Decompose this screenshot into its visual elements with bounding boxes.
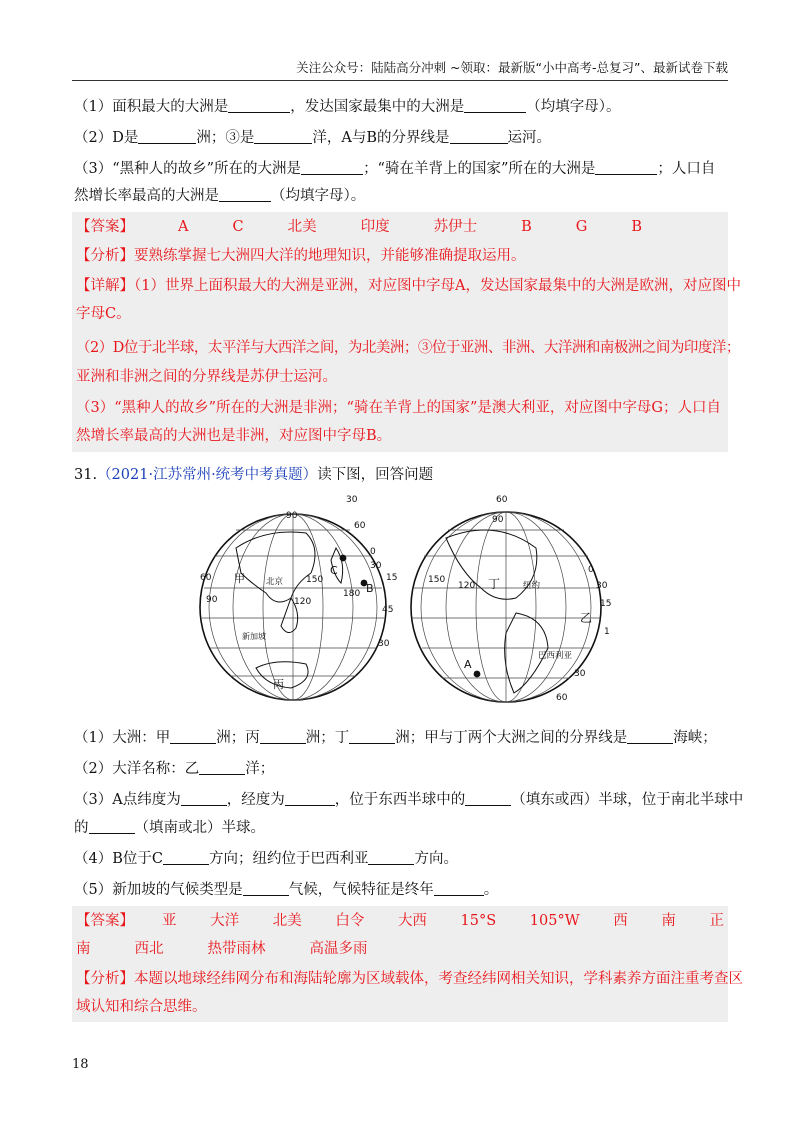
answer-item: 亚 — [162, 913, 177, 929]
label: 1 — [604, 627, 610, 637]
answer-item: C — [232, 219, 244, 235]
q30-detail-3b: 然增长率最高的大洲也是非洲，对应图中字母B。 — [76, 428, 392, 444]
label: 90 — [492, 515, 504, 525]
label: 0 — [588, 565, 594, 575]
label: 15 — [600, 599, 612, 609]
answer-item: 西北 — [134, 941, 164, 957]
blank[interactable] — [260, 728, 306, 744]
q31-sub2: （2）大洋名称：乙 洋； — [74, 761, 275, 777]
blank[interactable] — [89, 818, 135, 834]
label: 90 — [286, 511, 298, 521]
blank[interactable] — [465, 790, 511, 806]
label: 30 — [370, 561, 382, 571]
label: 45 — [382, 605, 394, 615]
answer-item: 苏伊士 — [433, 219, 478, 235]
answer-item: 北美 — [287, 219, 317, 235]
blank[interactable] — [163, 849, 209, 865]
answer-tag: 【答案】 — [76, 913, 134, 929]
blank[interactable] — [228, 97, 290, 113]
label-ding: 丁 — [488, 577, 501, 591]
q30-detail-2b: 亚洲和非洲之间的分界线是苏伊士运河。 — [76, 369, 337, 385]
answer-item: 北美 — [272, 913, 302, 929]
blank[interactable] — [138, 128, 196, 144]
label: 15 — [386, 573, 398, 583]
answer-item: 大洋 — [210, 913, 240, 929]
q30-sub1: （1）面积最大的大洲是 ，发达国家最集中的大洲是 （均填字母）。 — [74, 99, 621, 115]
q31-answer-line-2 — [76, 938, 730, 960]
label: 120 — [458, 581, 476, 591]
label-jia: 甲 — [234, 572, 245, 585]
blank[interactable] — [434, 880, 484, 896]
q30-sub3: （3）“黑种人的故乡”所在的大洲是 ；“骑在羊背上的国家”所在的大洲是 ；人口自 — [74, 161, 716, 177]
q30-detail-1b: 字母C。 — [76, 306, 131, 322]
q31-sub3: （3）A点纬度为 ，经度为 ，位于东西半球中的 （填东或西）半球，位于南北半球中 — [74, 792, 744, 808]
q31-sub4: （4）B位于C 方向；纽约位于巴西利亚 方向。 — [74, 851, 458, 867]
label: 90 — [206, 595, 218, 605]
label-bing: 丙 — [273, 678, 284, 691]
blank[interactable] — [199, 759, 245, 775]
label: 30 — [378, 639, 390, 649]
answer-tag: 【答案】 — [76, 219, 134, 235]
label: 150 — [428, 575, 446, 585]
answer-item: 15°S — [460, 913, 497, 929]
label-singapore: 新加坡 — [242, 632, 266, 641]
label: 30 — [596, 581, 608, 591]
blank[interactable] — [368, 849, 414, 865]
answer-item: 105°W — [529, 913, 580, 929]
right-globe — [411, 495, 611, 703]
answer-item: 高温多雨 — [309, 941, 368, 957]
blank[interactable] — [285, 790, 335, 806]
answer-item: G — [575, 219, 588, 235]
answer-item: A — [178, 219, 189, 235]
blank[interactable] — [349, 728, 395, 744]
label: 180 — [343, 589, 361, 599]
blank[interactable] — [464, 97, 526, 113]
answer-item: 白令 — [335, 913, 365, 929]
answer-item: 正 — [709, 913, 724, 929]
label-newyork: 纽约 — [523, 581, 541, 591]
q31-analysis-a: 【分析】本题以地球经纬网分布和海陆轮廓为区域载体，考查经纬网相关知识，学科素养方面注重考查区 — [76, 971, 743, 987]
label: 60 — [556, 693, 568, 703]
blank[interactable] — [450, 128, 508, 144]
blank[interactable] — [243, 880, 289, 896]
label: 150 — [306, 575, 324, 585]
q31-answers-1 — [162, 910, 724, 932]
label-beijing: 北京 — [266, 577, 284, 587]
answer-item: B — [631, 219, 642, 235]
q30-detail-3a: （3）“黑种人的故乡”所在的大洲是非洲；“骑在羊背上的国家”是澳大利亚，对应图中字母G；人口自 — [76, 400, 721, 416]
label-b: B — [366, 582, 374, 595]
answer-item: 南 — [76, 941, 91, 957]
page-number: 18 — [72, 1057, 89, 1072]
q30-detail-1a: 【详解】（1）世界上面积最大的大洲是亚洲，对应图中字母A，发达国家最集中的大洲是欧洲，对应图中 — [76, 278, 741, 294]
q30-sub2: （2）D是 洲；③是 洋，A与B的分界线是 运河。 — [74, 130, 551, 146]
q30-answers — [134, 219, 642, 235]
label: 0 — [370, 547, 376, 557]
left-globe — [200, 495, 397, 700]
blank[interactable] — [595, 159, 657, 175]
header-divider — [72, 80, 728, 81]
q31-source: （2021·江苏常州·统考中考真题） — [97, 467, 318, 483]
label-yi: 乙 — [580, 611, 593, 625]
blank[interactable] — [181, 790, 227, 806]
answer-item: 西 — [613, 913, 628, 929]
label: 60 — [354, 521, 366, 531]
q31-sub3-cont: 的 （填南或北）半球。 — [74, 820, 265, 836]
point-c-marker — [340, 555, 347, 562]
globes-figure — [196, 488, 616, 718]
q30-detail-2a: （2）D位于北半球，太平洋与大西洋之间，为北美洲；③位于亚洲、非洲、大洋洲和南极洲之间为印度洋； — [76, 340, 740, 356]
blank[interactable] — [170, 728, 216, 744]
q31-sub1: （1）大洲：甲 洲；丙 洲；丁 洲；甲与丁两个大洲之间的分界线是 海峡； — [74, 730, 717, 746]
answer-item: 大西 — [397, 913, 427, 929]
label: 30 — [346, 495, 358, 505]
page-header: 关注公众号：陆陆高分冲刺 ~领取：最新版“小中高考-总复习”、最新试卷下载 — [296, 60, 728, 75]
blank[interactable] — [301, 159, 363, 175]
label: 120 — [294, 597, 312, 607]
answer-item: 热带雨林 — [207, 941, 266, 957]
label: 60 — [496, 495, 508, 505]
q31-title: 31.（2021·江苏常州·统考中考真题）读下图，回答问题 — [74, 467, 434, 483]
q30-analysis: 【分析】要熟练掌握七大洲四大洋的地理知识，并能够准确提取运用。 — [76, 248, 526, 264]
label-c: C — [330, 564, 338, 577]
label: 30 — [574, 669, 586, 679]
label-a: A — [464, 658, 472, 671]
blank[interactable] — [254, 128, 312, 144]
q31-analysis-b: 域认知和综合思维。 — [76, 999, 207, 1015]
answer-item: 南 — [661, 913, 676, 929]
blank[interactable] — [219, 186, 271, 202]
q31-sub5: （5）新加坡的气候类型是 气候，气候特征是终年 。 — [74, 882, 499, 898]
q30-answer-line — [76, 216, 730, 238]
answer-item: 印度 — [360, 219, 390, 235]
q31-answers-2 — [76, 941, 368, 957]
label-brasilia: 巴西利亚 — [538, 651, 573, 661]
blank[interactable] — [627, 728, 673, 744]
label: 60 — [200, 573, 212, 583]
q31-answer-line-1 — [76, 910, 724, 932]
answer-item: B — [521, 219, 532, 235]
q30-sub3-cont: 然增长率最高的大洲是 （均填字母）。 — [74, 188, 366, 204]
point-a-marker — [474, 671, 481, 678]
